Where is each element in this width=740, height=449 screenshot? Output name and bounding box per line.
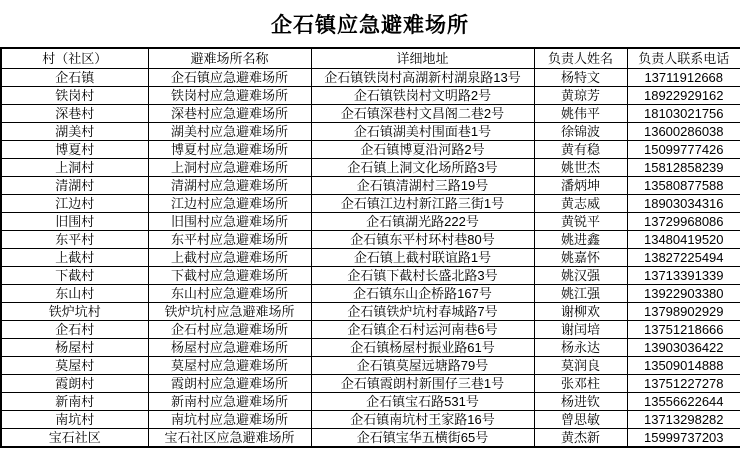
table-row [1,177,740,195]
cell-contact-phone: 13751227278 [627,375,740,393]
cell-village: 上洞村 [1,159,148,177]
table-row [1,393,740,411]
cell-contact-name: 黄锐平 [534,213,627,231]
cell-village: 新南村 [1,393,148,411]
cell-contact-phone: 13798902929 [627,303,740,321]
cell-address: 企石镇江边村新江路三街1号 [311,195,534,213]
cell-contact-phone: 13556622644 [627,393,740,411]
cell-village: 霞朗村 [1,375,148,393]
header-shelter-name: 避难场所名称 [148,48,311,69]
table-row [1,159,740,177]
table-row [1,267,740,285]
cell-shelter-name: 东平村应急避难场所 [148,231,311,249]
cell-village: 清湖村 [1,177,148,195]
cell-village: 铁岗村 [1,87,148,105]
cell-contact-name: 杨特文 [534,69,627,87]
cell-contact-name: 莫润良 [534,357,627,375]
cell-village: 深巷村 [1,105,148,123]
cell-contact-name: 杨永达 [534,339,627,357]
cell-contact-phone: 13480419520 [627,231,740,249]
header-contact-phone: 负责人联系电话 [627,48,740,69]
cell-contact-phone: 15999737203 [627,429,740,448]
header-address: 详细地址 [311,48,534,69]
cell-shelter-name: 东山村应急避难场所 [148,285,311,303]
table-row [1,303,740,321]
cell-shelter-name: 上截村应急避难场所 [148,249,311,267]
cell-village: 南坑村 [1,411,148,429]
cell-shelter-name: 下截村应急避难场所 [148,267,311,285]
cell-contact-phone: 13580877588 [627,177,740,195]
cell-shelter-name: 企石镇应急避难场所 [148,69,311,87]
cell-contact-phone: 13600286038 [627,123,740,141]
cell-shelter-name: 宝石社区应急避难场所 [148,429,311,448]
cell-address: 企石镇宝石路531号 [311,393,534,411]
cell-contact-name: 谢柳欢 [534,303,627,321]
cell-contact-phone: 13713298282 [627,411,740,429]
cell-contact-phone: 13922903380 [627,285,740,303]
cell-address: 企石镇博夏沿河路2号 [311,141,534,159]
table-row [1,231,740,249]
cell-contact-phone: 13509014888 [627,357,740,375]
cell-address: 企石镇湖美村围面巷1号 [311,123,534,141]
cell-village: 江边村 [1,195,148,213]
cell-address: 企石镇清湖村三路19号 [311,177,534,195]
cell-village: 下截村 [1,267,148,285]
cell-village: 莫屋村 [1,357,148,375]
table-row [1,357,740,375]
cell-contact-name: 黄杰新 [534,429,627,448]
cell-address: 企石镇宝华五横街65号 [311,429,534,448]
cell-address: 企石镇杨屋村振业路61号 [311,339,534,357]
table-row [1,213,740,231]
cell-shelter-name: 霞朗村应急避难场所 [148,375,311,393]
cell-contact-phone: 13827225494 [627,249,740,267]
cell-village: 企石村 [1,321,148,339]
cell-contact-name: 黄琼芳 [534,87,627,105]
table-row [1,249,740,267]
cell-village: 旧围村 [1,213,148,231]
cell-shelter-name: 企石村应急避难场所 [148,321,311,339]
cell-address: 企石镇下截村长盛北路3号 [311,267,534,285]
cell-village: 博夏村 [1,141,148,159]
cell-address: 企石镇深巷村文昌阁二巷2号 [311,105,534,123]
cell-address: 企石镇上截村联谊路1号 [311,249,534,267]
cell-contact-name: 张邓柱 [534,375,627,393]
cell-village: 湖美村 [1,123,148,141]
cell-contact-name: 姚嘉怀 [534,249,627,267]
cell-contact-name: 姚进鑫 [534,231,627,249]
cell-shelter-name: 江边村应急避难场所 [148,195,311,213]
table-header-row [1,48,740,69]
cell-contact-phone: 13903036422 [627,339,740,357]
cell-village: 宝石社区 [1,429,148,448]
table-row [1,105,740,123]
shelter-table-body [1,69,740,448]
cell-address: 企石镇湖光路222号 [311,213,534,231]
table-row [1,339,740,357]
cell-contact-phone: 15099777426 [627,141,740,159]
cell-contact-phone: 18103021756 [627,105,740,123]
cell-shelter-name: 南坑村应急避难场所 [148,411,311,429]
table-row [1,87,740,105]
cell-address: 企石镇霞朗村新围仔三巷1号 [311,375,534,393]
cell-village: 企石镇 [1,69,148,87]
table-row [1,321,740,339]
cell-shelter-name: 清湖村应急避难场所 [148,177,311,195]
cell-contact-name: 黄有稳 [534,141,627,159]
cell-contact-phone: 13711912668 [627,69,740,87]
table-row [1,429,740,448]
table-row [1,123,740,141]
cell-address: 企石镇铁岗村高湖新村湖泉路13号 [311,69,534,87]
cell-shelter-name: 铁岗村应急避难场所 [148,87,311,105]
table-row [1,69,740,87]
table-row [1,285,740,303]
page-title: 企石镇应急避难场所 [271,12,469,37]
table-row [1,375,740,393]
cell-contact-phone: 13751218666 [627,321,740,339]
header-contact-name: 负责人姓名 [534,48,627,69]
cell-contact-name: 潘炳坤 [534,177,627,195]
cell-shelter-name: 深巷村应急避难场所 [148,105,311,123]
cell-contact-phone: 15812858239 [627,159,740,177]
cell-contact-name: 姚汉强 [534,267,627,285]
cell-village: 杨屋村 [1,339,148,357]
cell-contact-name: 姚世杰 [534,159,627,177]
cell-contact-name: 徐锦波 [534,123,627,141]
cell-address: 企石镇东山企桥路167号 [311,285,534,303]
shelter-table [0,47,740,448]
cell-contact-phone: 18903034316 [627,195,740,213]
cell-shelter-name: 旧围村应急避难场所 [148,213,311,231]
cell-shelter-name: 湖美村应急避难场所 [148,123,311,141]
cell-shelter-name: 上洞村应急避难场所 [148,159,311,177]
table-row [1,141,740,159]
cell-contact-phone: 13713391339 [627,267,740,285]
cell-contact-name: 曾思敏 [534,411,627,429]
cell-contact-name: 黄志威 [534,195,627,213]
table-row [1,195,740,213]
cell-shelter-name: 新南村应急避难场所 [148,393,311,411]
cell-village: 铁炉坑村 [1,303,148,321]
cell-shelter-name: 铁炉坑村应急避难场所 [148,303,311,321]
cell-address: 企石镇企石村运河南巷6号 [311,321,534,339]
cell-address: 企石镇铁岗村文明路2号 [311,87,534,105]
cell-village: 东山村 [1,285,148,303]
cell-address: 企石镇东平村环村巷80号 [311,231,534,249]
header-village: 村（社区） [1,48,148,69]
cell-shelter-name: 博夏村应急避难场所 [148,141,311,159]
cell-shelter-name: 杨屋村应急避难场所 [148,339,311,357]
cell-address: 企石镇南坑村王家路16号 [311,411,534,429]
cell-address: 企石镇铁炉坑村春城路7号 [311,303,534,321]
cell-shelter-name: 莫屋村应急避难场所 [148,357,311,375]
cell-contact-phone: 18922929162 [627,87,740,105]
cell-contact-name: 姚江强 [534,285,627,303]
table-row [1,411,740,429]
cell-address: 企石镇上洞文化场所路3号 [311,159,534,177]
cell-contact-name: 杨进钦 [534,393,627,411]
cell-address: 企石镇莫屋远塘路79号 [311,357,534,375]
cell-contact-name: 姚伟平 [534,105,627,123]
cell-contact-phone: 13729968086 [627,213,740,231]
cell-contact-name: 谢闰培 [534,321,627,339]
cell-village: 东平村 [1,231,148,249]
cell-village: 上截村 [1,249,148,267]
